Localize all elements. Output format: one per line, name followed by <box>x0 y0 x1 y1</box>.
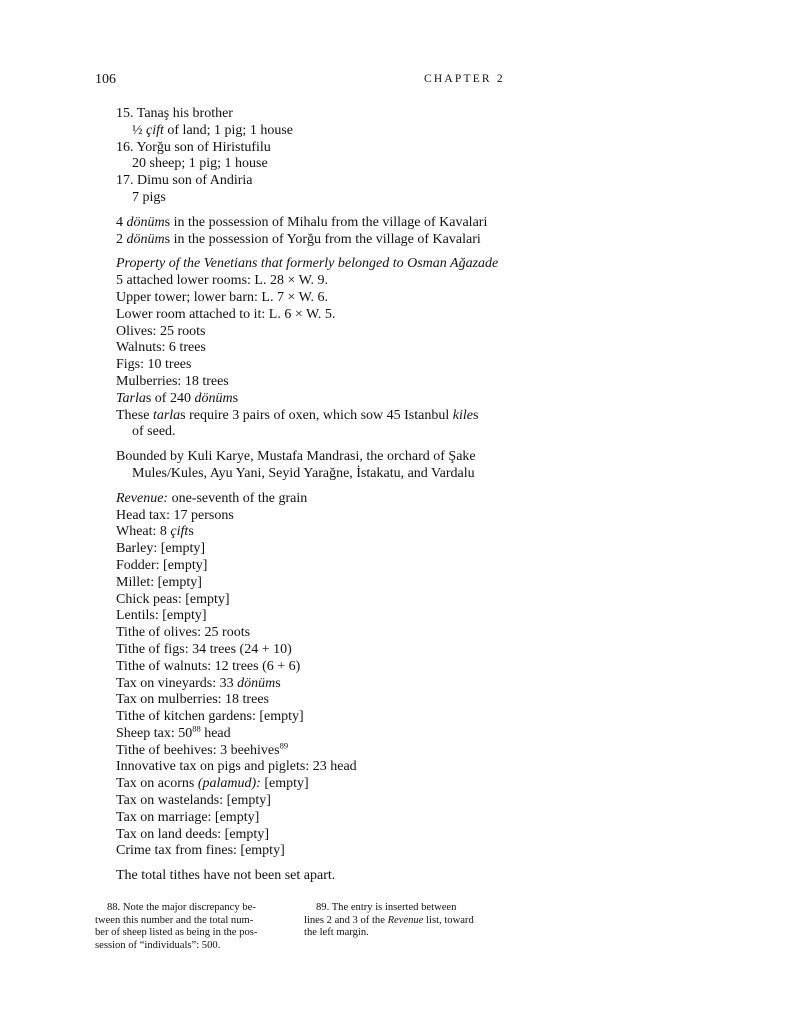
property-line: Tarlas of 240 dönüms <box>116 390 239 406</box>
revenue-item: Lentils: [empty] <box>116 608 207 624</box>
property-heading: Property of the Venetians that formerly belonged to Osman Ağazade <box>116 256 499 272</box>
revenue-list <box>116 491 536 861</box>
revenue-item: Tithe of beehives: 3 beehives$^{89}$ <box>116 740 289 758</box>
household-entry <box>116 173 536 207</box>
possession-line: 2 dönüms in the possession of Yorğu from the village of Kavalari <box>116 231 481 247</box>
footnote-89: 89. The entry is inserted between lines 2 and 3 of the Revenue list, toward the left margin. <box>304 902 474 939</box>
possessions-block <box>116 215 536 249</box>
possession-line: 4 dönüms in the possession of Mihalu from the village of Kavalari <box>116 214 488 230</box>
property-line: Upper tower; lower barn: L. 7 × W. 6. <box>116 289 329 305</box>
revenue-item: Wheat: 8 çifts <box>116 524 194 540</box>
revenue-heading: Revenue: one-seventh of the grain <box>116 490 308 506</box>
entry-detail: 20 sheep; 1 pig; 1 house <box>132 156 268 172</box>
oxen-note: These tarlas require 3 pairs of oxen, which sow 45 Istanbul kiles of seed. <box>116 407 479 440</box>
revenue-item: Crime tax from fines: [empty] <box>116 843 285 859</box>
main-text <box>116 106 536 885</box>
household-entry <box>116 140 536 174</box>
revenue-item: Tax on acorns (palamud): [empty] <box>116 776 309 792</box>
footnote-ref: 88 <box>192 723 201 734</box>
revenue-item: Tax on vineyards: 33 dönüms <box>116 675 281 691</box>
entry-detail: ½ çift of land; 1 pig; 1 house <box>132 122 293 138</box>
property-line: 5 attached lower rooms: L. 28 × W. 9. <box>116 273 329 289</box>
page-number: 106 <box>95 72 116 87</box>
revenue-item: Millet: [empty] <box>116 574 202 590</box>
revenue-item: Head tax: 17 persons <box>116 507 234 523</box>
revenue-item: Tax on marriage: [empty] <box>116 809 260 825</box>
revenue-item: Barley: [empty] <box>116 541 206 557</box>
property-line: Olives: 25 roots <box>116 323 206 339</box>
footnote-88: 88. Note the major discrepancy be- tween this number and the total num- ber of sheep listed as being in the pos- session of “individuals”: 500. <box>95 902 258 951</box>
revenue-item: Chick peas: [empty] <box>116 591 230 607</box>
entry-name: 15. Tanaş his brother <box>116 106 233 121</box>
revenue-item: Fodder: [empty] <box>116 557 208 573</box>
revenue-item: Tithe of figs: 34 trees (24 + 10) <box>116 641 292 657</box>
revenue-item: Tax on mulberries: 18 trees <box>116 692 269 708</box>
property-line: Lower room attached to it: L. 6 × W. 5. <box>116 306 336 322</box>
property-line: Walnuts: 6 trees <box>116 340 206 356</box>
running-header: CHAPTER 2 <box>424 73 505 85</box>
footnote-ref: 89 <box>279 740 289 751</box>
entry-name: 16. Yorğu son of Hiristufilu <box>116 139 271 155</box>
revenue-item: Tithe of kitchen gardens: [empty] <box>116 709 304 725</box>
revenue-item: Tithe of walnuts: 12 trees (6 + 6) <box>116 658 301 674</box>
household-entry <box>116 106 536 140</box>
revenue-item: Sheep tax: $50^{88}$ head <box>116 723 231 741</box>
property-line: Mulberries: 18 trees <box>116 373 229 389</box>
revenue-item: Tithe of olives: 25 roots <box>116 625 251 641</box>
revenue-item: Tax on land deeds: [empty] <box>116 826 269 842</box>
entry-name: 17. Dimu son of Andiria <box>116 173 253 189</box>
revenue-item: Tax on wastelands: [empty] <box>116 793 271 809</box>
property-line: Figs: 10 trees <box>116 357 192 373</box>
boundaries: Bounded by Kuli Karye, Mustafa Mandrasi, the orchard of Şake Mules/Kules, Ayu Yani, Seyid Yarağne, İstakatu, and Vardalu <box>116 449 476 481</box>
closing-remark: The total tithes have not been set apart. <box>116 868 336 884</box>
entry-detail: 7 pigs <box>132 189 166 205</box>
revenue-item: Innovative tax on pigs and piglets: 23 head <box>116 759 357 775</box>
property-block <box>116 256 536 441</box>
